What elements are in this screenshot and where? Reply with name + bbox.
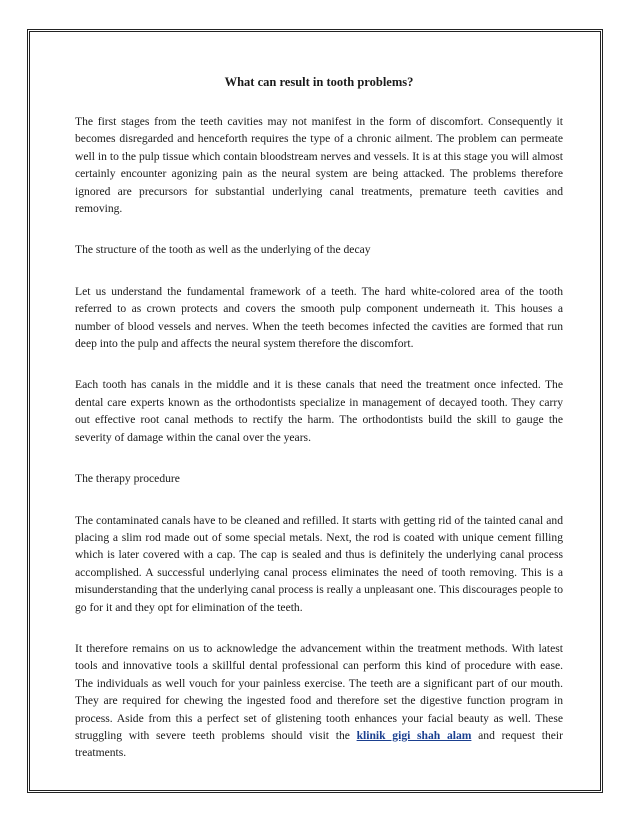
document-title: What can result in tooth problems? <box>224 75 414 89</box>
paragraph-framework: Let us understand the fundamental framework of a teeth. The hard white-colored area of the tooth referred to as crown protects and covers the smooth pulp component underneath it. This houses a number of blood vessels and nerves. When the teeth becomes infected the cavities are formed that run deep into the pulp and affects the neural system therefore the discomfort. <box>75 284 563 351</box>
section-heading-structure: The structure of the tooth as well as the underlying of the decay <box>75 243 371 257</box>
paragraph-conclusion <box>75 640 563 762</box>
paragraph-procedure: The contaminated canals have to be cleaned and refilled. It starts with getting rid of the tainted canal and placing a slim rod made out of some special metals. Next, the rod is coated with unique cement filling which is later covered with a cap. The cap is sealed and thus is definitely the underlying canal process accomplished. A successful underlying canal process eliminates the need of tooth removing. This is a misunderstanding that the underlying canal process is really a unpleasant one. This discourages people to go for it and they opt for elimination of the teeth. <box>75 513 563 614</box>
paragraph-canals: Each tooth has canals in the middle and it is these canals that need the treatment once infected. The dental care experts known as the orthodontists specialize in management of decayed tooth. They carry out effective root canal methods to rectify the harm. The orthodontists build the skill to gauge the severity of damage within the canal over the years. <box>75 378 563 444</box>
conclusion-text-before-link: It therefore remains on us to acknowledge the advancement within the treatment methods. With latest tools and innovative tools a skillful dental professional can perform this kind of procedure with ease. The individuals as well vouch for your painless exercise. The teeth are a significant part of our mouth. They are required for chewing the ingested food and therefore set the digestive function program in process. Aside from this a perfect set of glistening tooth enhances your facial beauty as well. These struggling with severe teeth problems should visit the <box>75 641 563 742</box>
section-heading-therapy: The therapy procedure <box>75 472 180 486</box>
conclusion-text-after-link: and request their treatments. <box>75 728 563 760</box>
klinik-link[interactable]: klinik gigi shah alam <box>356 728 472 742</box>
document-body <box>75 74 563 786</box>
paragraph-intro: The first stages from the teeth cavities may not manifest in the form of discomfort. Consequently it becomes disregarded and henceforth requires the type of a chronic ailment. The problem can permeate well in to the pulp tissue which contain bloodstream nerves and vessels. It is at this stage you will almost certainly encounter agonizing pain as the neural system are being attacked. The problems therefore ignored are precursors for substantial underlying canal treatments, premature teeth cavities and removing. <box>75 115 563 216</box>
